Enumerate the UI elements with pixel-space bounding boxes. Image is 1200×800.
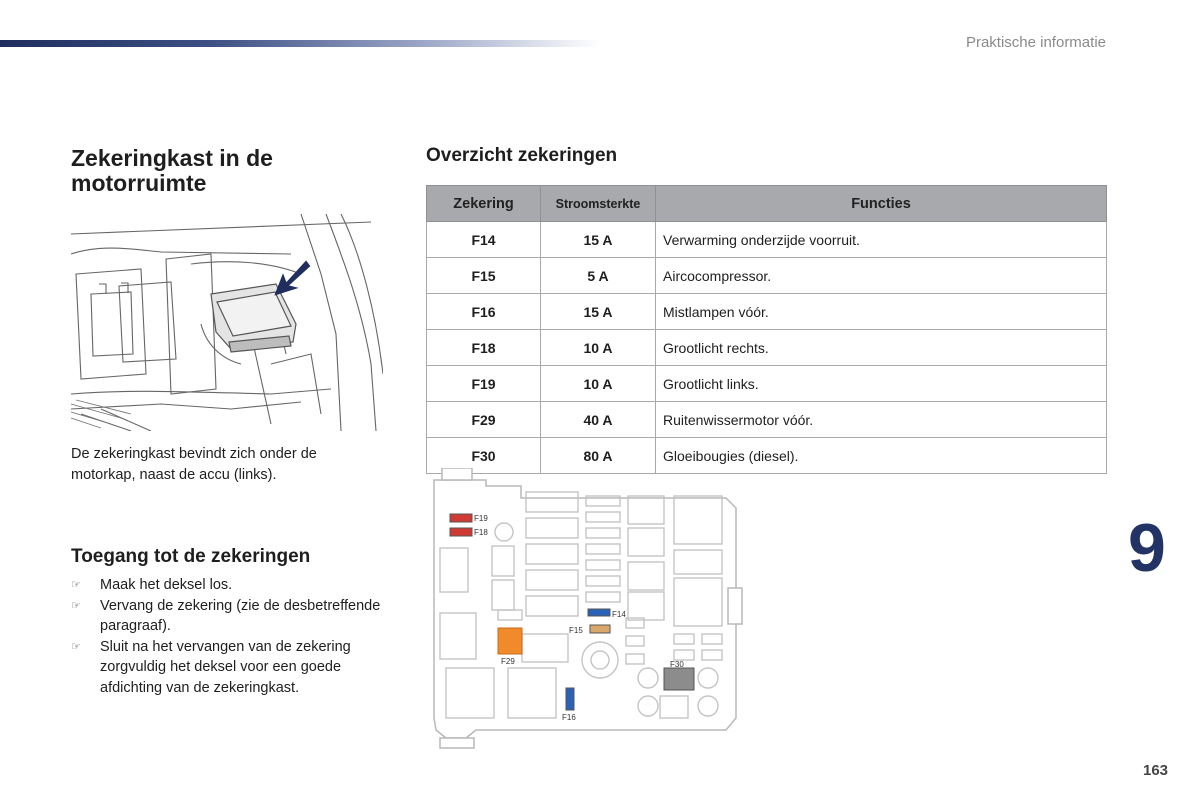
table-row (427, 402, 1107, 438)
step-text: Sluit na het vervangen van de zekering zorgvuldig het deksel voor een goede afdichting van de zekeringkast. (100, 638, 351, 696)
function-cell: Aircocompressor. (656, 258, 1107, 294)
fuse-table (426, 185, 1107, 474)
step-text: Vervang de zekering (zie de desbetreffende paragraaf). (100, 597, 381, 634)
function-cell: Grootlicht links. (656, 366, 1107, 402)
f16-label: F16 (562, 713, 576, 722)
amperage-cell: 15 A (541, 294, 656, 330)
amperage-cell: 10 A (541, 330, 656, 366)
fuse-cell: F16 (427, 294, 541, 330)
table-row (427, 294, 1107, 330)
list-item (71, 575, 391, 596)
pointing-hand-icon: ☞ (71, 579, 81, 591)
fuse-cell: F29 (427, 402, 541, 438)
list-item (71, 637, 391, 699)
fuse-box-diagram (426, 468, 746, 753)
function-cell: Gloeibougies (diesel). (656, 438, 1107, 474)
table-row (427, 366, 1107, 402)
f18-label: F18 (474, 528, 488, 537)
amperage-cell: 15 A (541, 222, 656, 258)
fuse-cell: F19 (427, 366, 541, 402)
f19-label: F19 (474, 514, 488, 523)
f30-label: F30 (670, 660, 684, 669)
page-title: Zekeringkast in de motorruimte (71, 145, 273, 196)
access-heading: Toegang tot de zekeringen (71, 546, 311, 567)
engine-bay-illustration (71, 214, 383, 431)
table-header-row (427, 186, 1107, 222)
section-header: Praktische informatie (965, 34, 1106, 51)
fuse-cell: F30 (427, 438, 541, 474)
amperage-cell: 80 A (541, 438, 656, 474)
function-cell: Mistlampen vóór. (656, 294, 1107, 330)
pointing-hand-icon: ☞ (71, 599, 81, 612)
access-steps (71, 575, 391, 698)
function-cell: Grootlicht rechts. (656, 330, 1107, 366)
f14-label: F14 (612, 610, 626, 619)
fuse-cell: F18 (427, 330, 541, 366)
chapter-number: 9 (1128, 510, 1166, 586)
step-text: Maak het deksel los. (100, 577, 233, 593)
column-header-functions: Functies (656, 186, 1107, 222)
pointing-hand-icon: ☞ (71, 640, 81, 653)
f29-label: F29 (501, 657, 515, 666)
column-header-amperage: Stroomsterkte (541, 186, 656, 222)
column-header-fuse: Zekering (427, 186, 541, 222)
location-caption: De zekeringkast bevindt zich onder de motorkap, naast de accu (links). (71, 446, 317, 483)
function-cell: Verwarming onderzijde voorruit. (656, 222, 1107, 258)
fuse-cell: F14 (427, 222, 541, 258)
fuse-cell: F15 (427, 258, 541, 294)
list-item (71, 596, 391, 637)
page-number: 163 (1143, 762, 1169, 779)
amperage-cell: 5 A (541, 258, 656, 294)
amperage-cell: 10 A (541, 366, 656, 402)
table-row (427, 330, 1107, 366)
table-row (427, 258, 1107, 294)
function-cell: Ruitenwissermotor vóór. (656, 402, 1107, 438)
f15-label: F15 (569, 626, 583, 635)
amperage-cell: 40 A (541, 402, 656, 438)
overview-heading: Overzicht zekeringen (426, 145, 618, 166)
table-row (427, 222, 1107, 258)
header-color-bar (0, 40, 600, 47)
